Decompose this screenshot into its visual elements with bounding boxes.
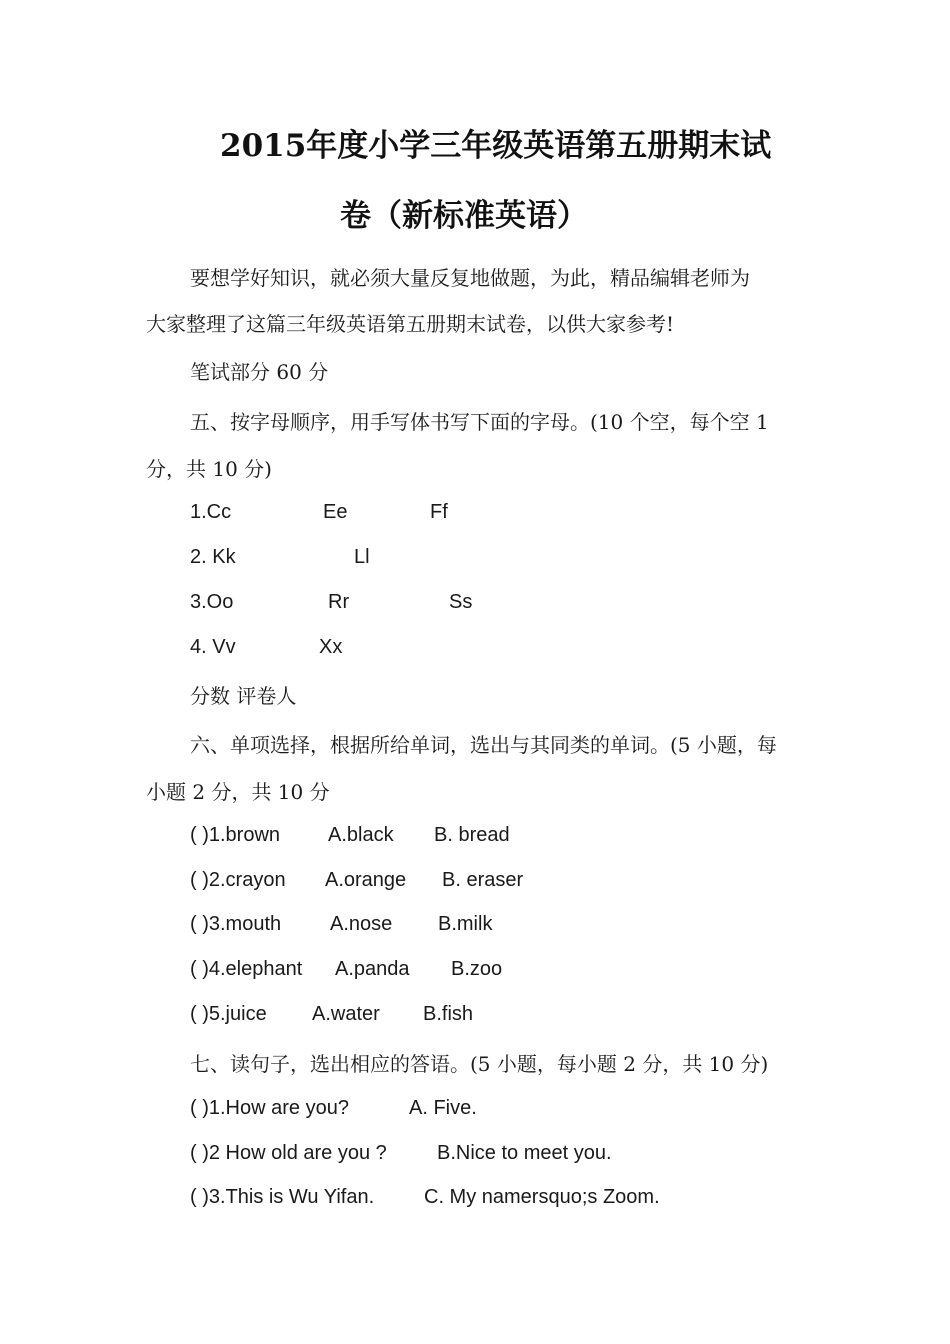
question-stem: ( )2.crayon: [190, 869, 286, 891]
intro-paragraph-line1: 要想学好知识，就必须大量反复地做题，为此，精品编辑老师为: [190, 266, 750, 290]
question-stem: ( )3.mouth: [190, 913, 282, 935]
option-answer: A. Five.: [409, 1097, 477, 1119]
section6-heading-line2: 小题 2 分，共 10 分: [146, 780, 330, 804]
letter-item: 1.Cc: [190, 501, 232, 523]
question-stem: ( )1.How are you?: [190, 1097, 349, 1119]
option-a: A.orange: [325, 869, 407, 891]
intro-paragraph-line2: 大家整理了这篇三年级英语第五册期末试卷，以供大家参考!: [146, 312, 675, 336]
written-part-heading: 笔试部分 60 分: [190, 360, 329, 384]
letter-item: 2. Kk: [190, 546, 236, 568]
option-answer: B.Nice to meet you.: [437, 1142, 612, 1164]
letter-item: Ff: [430, 501, 448, 523]
section5-heading-line2: 分，共 10 分): [146, 457, 272, 481]
document-title-line1: 2015年度小学三年级英语第五册期末试: [220, 128, 772, 164]
option-a: A.panda: [335, 958, 410, 980]
section5-heading-line1: 五、按字母顺序，用手写体书写下面的字母。(10 个空，每个空 1: [190, 410, 769, 434]
letter-item: Ll: [354, 546, 370, 568]
option-b: B. bread: [434, 824, 510, 846]
letter-item: Ee: [323, 501, 348, 523]
document-title-line2: 卷（新标准英语）: [340, 198, 588, 234]
option-b: B.zoo: [451, 958, 503, 980]
question-stem: ( )5.juice: [190, 1003, 267, 1025]
option-b: B.milk: [438, 913, 493, 935]
question-stem: ( )3.This is Wu Yifan.: [190, 1186, 375, 1208]
section7-heading: 七、读句子，选出相应的答语。(5 小题，每小题 2 分，共 10 分): [190, 1052, 769, 1076]
section6-heading-line1: 六、单项选择，根据所给单词，选出与其同类的单词。(5 小题，每: [190, 733, 777, 757]
option-b: B. eraser: [442, 869, 524, 891]
letter-item: Rr: [328, 591, 350, 613]
question-stem: ( )2 How old are you ?: [190, 1142, 387, 1164]
option-a: A.black: [328, 824, 394, 846]
score-reviewer-label: 分数 评卷人: [190, 684, 297, 708]
option-b: B.fish: [423, 1003, 474, 1025]
letter-item: Ss: [449, 591, 473, 613]
question-stem: ( )4.elephant: [190, 958, 303, 980]
option-a: A.water: [312, 1003, 380, 1025]
option-a: A.nose: [330, 913, 393, 935]
letter-item: 3.Oo: [190, 591, 234, 613]
option-answer: C. My namersquo;s Zoom.: [424, 1186, 660, 1208]
letter-item: 4. Vv: [190, 636, 236, 658]
question-stem: ( )1.brown: [190, 824, 281, 846]
letter-item: Xx: [319, 636, 343, 658]
